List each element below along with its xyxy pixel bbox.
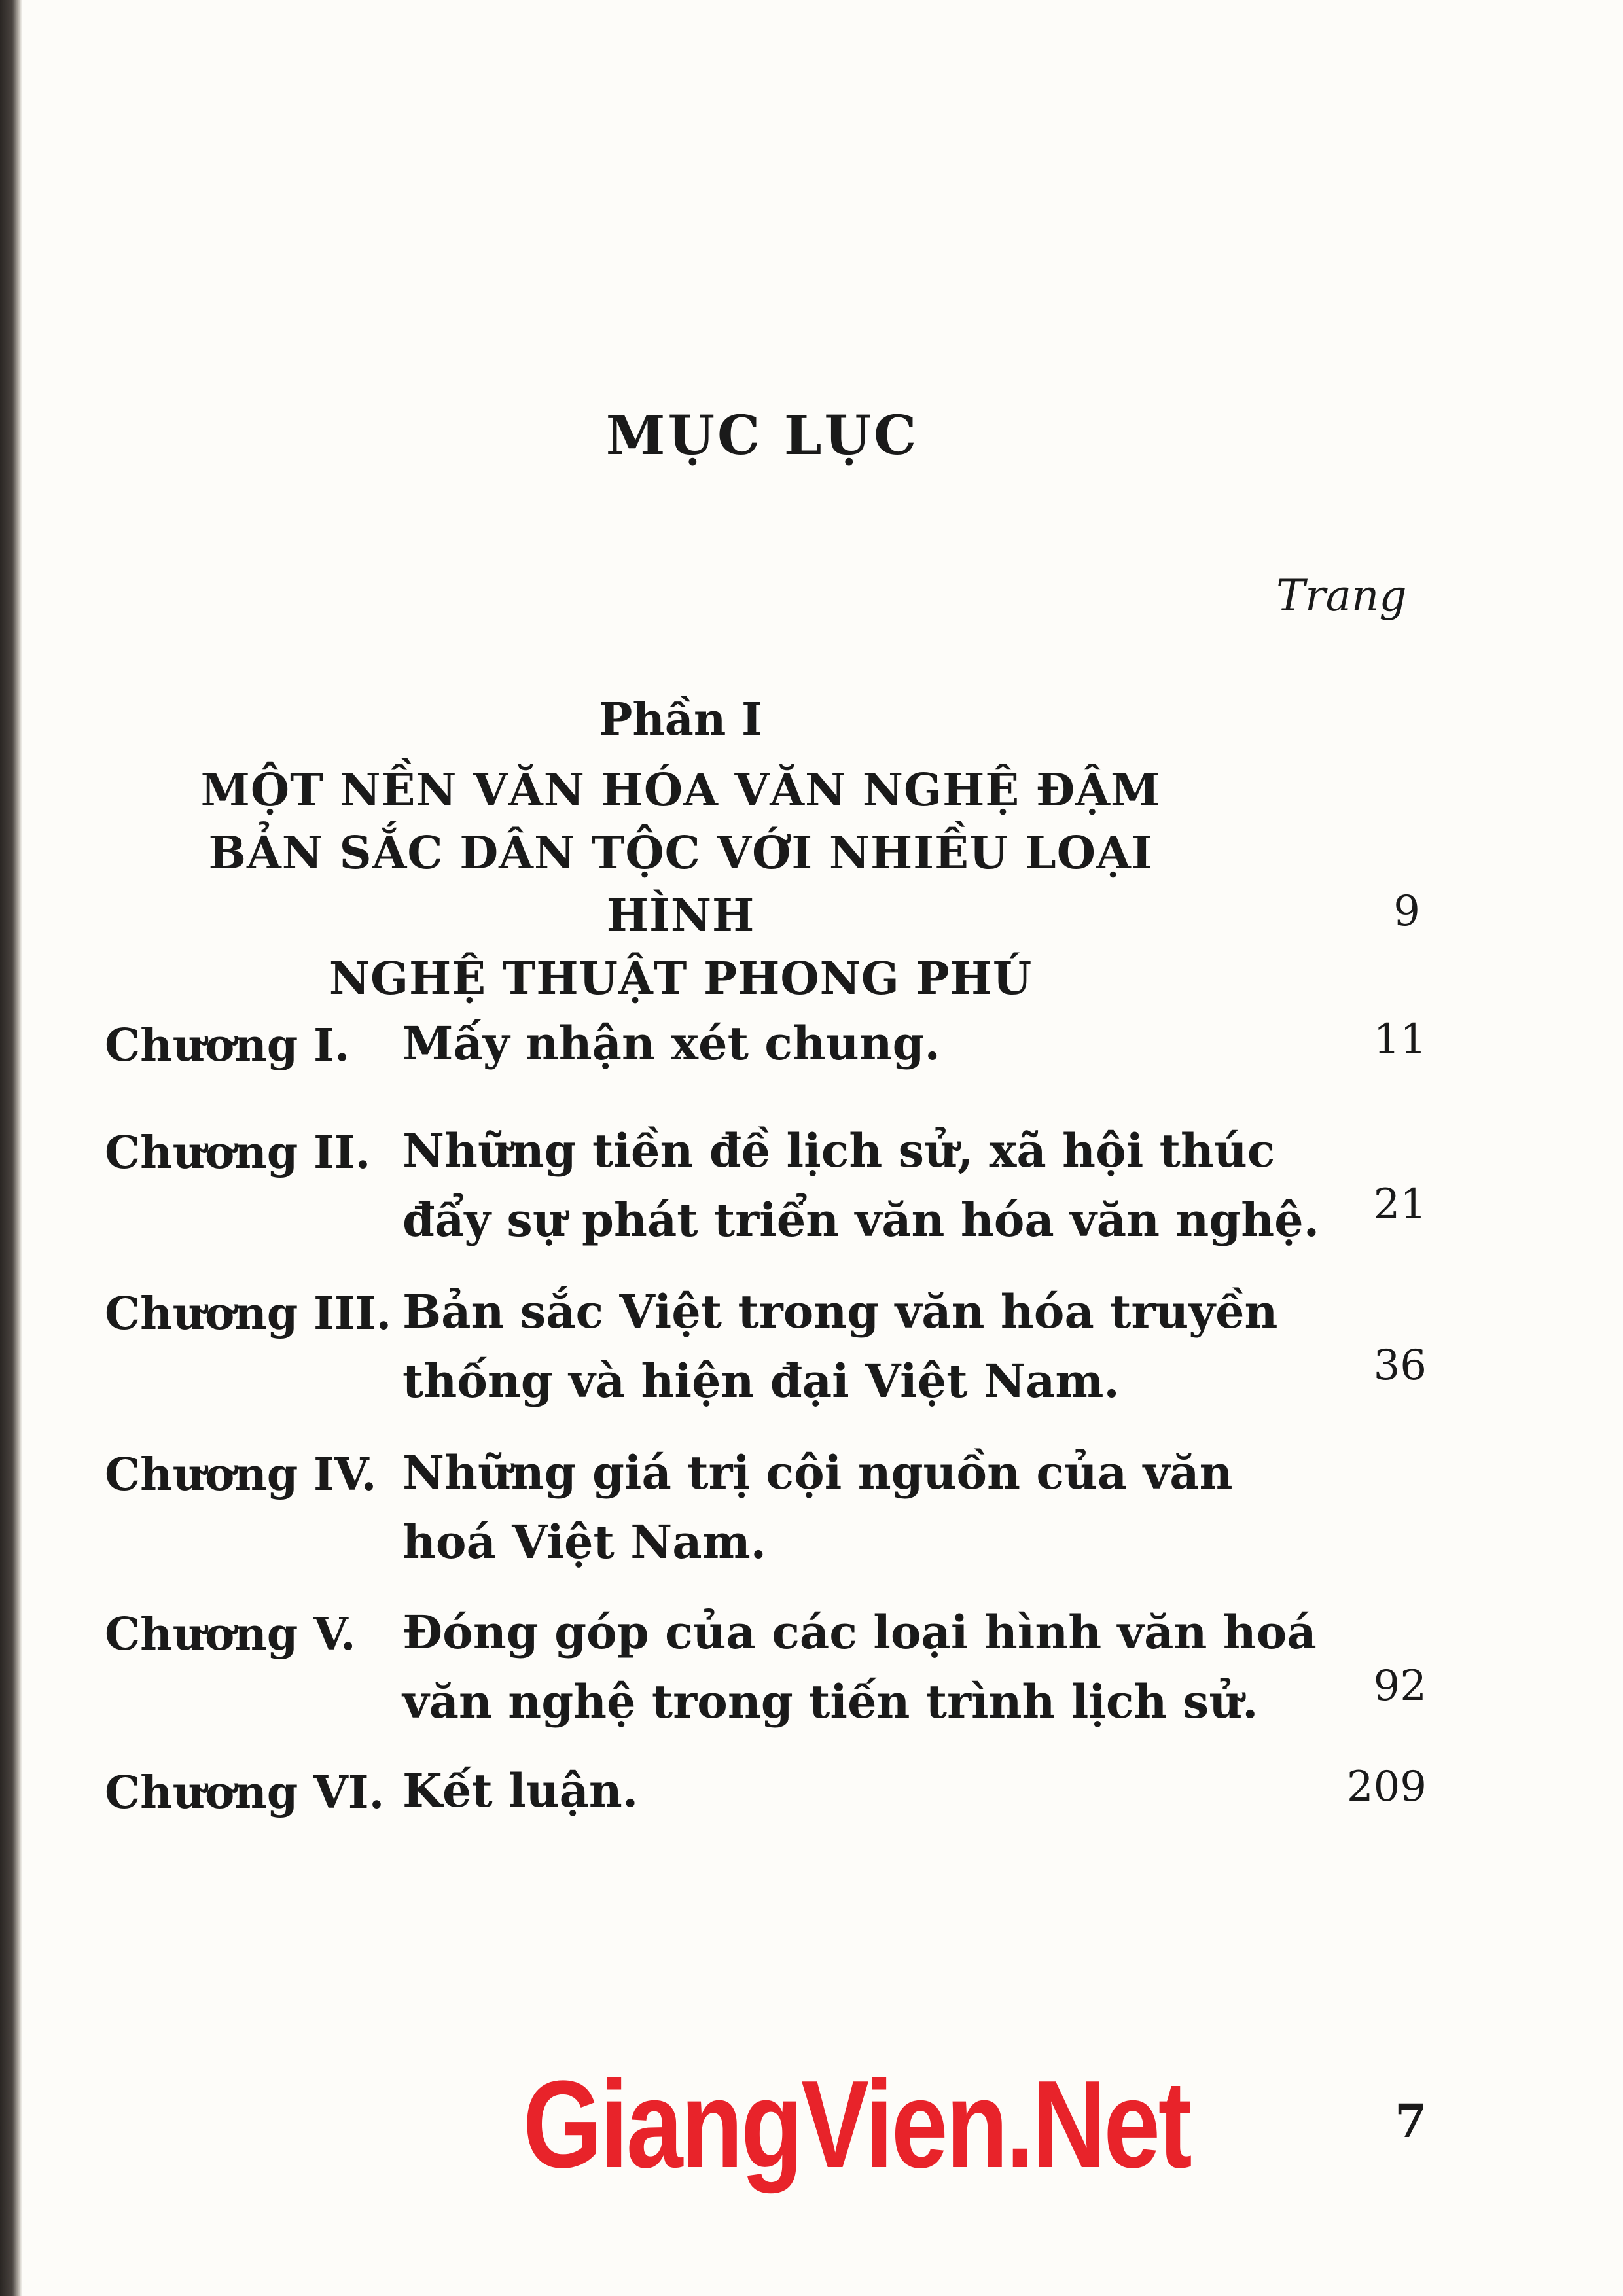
page-number: 7	[1395, 2094, 1427, 2148]
part-title-line: NGHỆ THUẬT PHONG PHÚ	[329, 953, 1033, 1005]
part-title-line: MỘT NỀN VĂN HÓA VĂN NGHỆ ĐẬM	[200, 764, 1161, 817]
toc-title: MỤC LỤC	[605, 404, 919, 467]
chapter-title-line: Những tiền đề lịch sử, xã hội thúc	[402, 1123, 1275, 1178]
chapter-title	[402, 1598, 1364, 1737]
chapter-label: Chương I.	[105, 1019, 350, 1072]
chapter-title-line: Mấy nhận xét chung.	[402, 1016, 940, 1070]
part-page-number: 9	[1393, 887, 1420, 936]
chapter-title	[402, 1116, 1364, 1255]
part-title-line: BẢN SẮC DÂN TỘC VỚI NHIỀU LOẠI HÌNH	[208, 827, 1153, 942]
chapter-title-line: Kết luận.	[402, 1763, 639, 1818]
part-label: Phần I	[599, 694, 762, 746]
chapter-title-line: thống và hiện đại Việt Nam.	[402, 1354, 1120, 1408]
chapter-title	[402, 1009, 1364, 1078]
chapter-title-line: hoá Việt Nam.	[402, 1515, 767, 1569]
chapter-label: Chương IV.	[105, 1449, 377, 1501]
chapter-page-number: 11	[1373, 1016, 1427, 1064]
page-binding-edge	[0, 0, 22, 2296]
part-title	[137, 759, 1224, 1010]
chapter-label: Chương II.	[105, 1127, 371, 1179]
chapter-title-line: Những giá trị cội nguồn của văn	[402, 1445, 1233, 1500]
watermark-logo: GiangVien.Net	[523, 2055, 1190, 2194]
chapter-title	[402, 1438, 1364, 1577]
chapter-label: Chương VI.	[105, 1767, 385, 1819]
chapter-label: Chương V.	[105, 1608, 356, 1661]
chapter-title-line: văn nghệ trong tiến trình lịch sử.	[402, 1674, 1258, 1729]
chapter-page-number: 36	[1373, 1341, 1427, 1390]
chapter-title-line: đẩy sự phát triển văn hóa văn nghệ.	[402, 1193, 1320, 1247]
page-column-label: Trang	[1276, 571, 1407, 621]
chapter-label: Chương III.	[105, 1288, 392, 1340]
chapter-title-line: Bản sắc Việt trong văn hóa truyền	[402, 1284, 1278, 1339]
chapter-title-line: Đóng góp của các loại hình văn hoá	[402, 1605, 1317, 1659]
chapter-page-number: 21	[1373, 1180, 1427, 1229]
chapter-page-number: 209	[1346, 1763, 1427, 1811]
chapter-title	[402, 1277, 1364, 1416]
chapter-title	[402, 1756, 1364, 1826]
chapter-page-number: 92	[1373, 1662, 1427, 1710]
